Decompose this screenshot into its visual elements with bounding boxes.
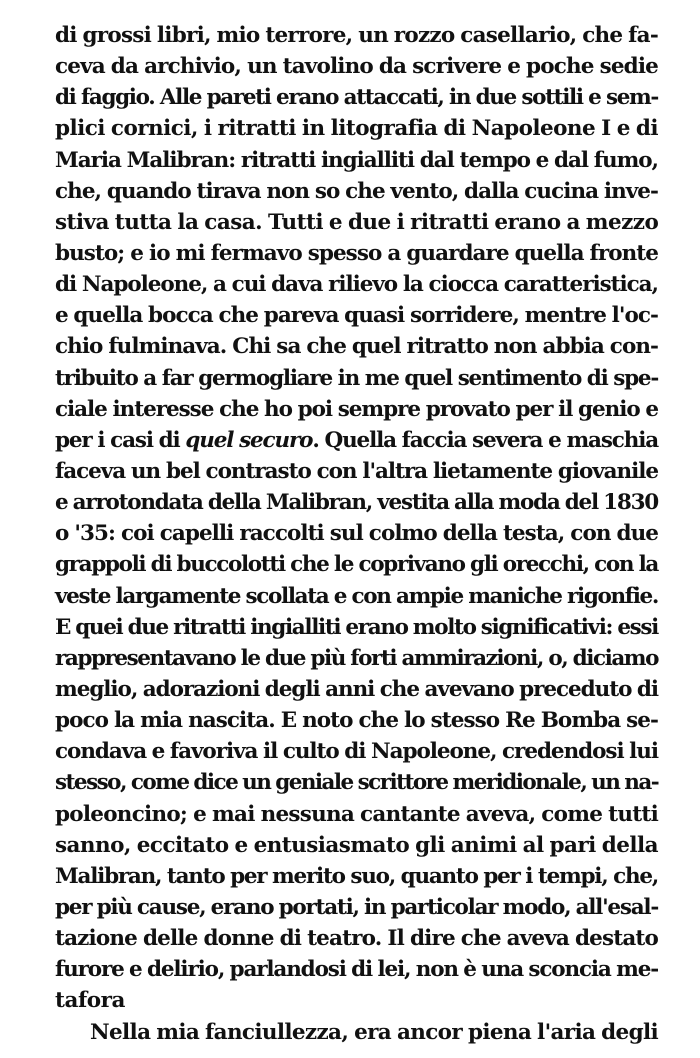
text-line-22: meglio, adorazioni degli anni che avevano preceduto di (55, 676, 658, 702)
text-line-7: stiva tutta la casa. Tutti e due i ritratti erano a mezzo (55, 209, 659, 235)
text-line-19: veste largamente scollata e con ampie maniche rigonfie. (55, 583, 658, 609)
text-line-5: Maria Malibran: ritratti ingialliti dal tempo e dal fumo, (55, 147, 658, 173)
text-line-27: sanno, eccitato e entusiasmato gli animi al pari della (55, 832, 658, 858)
text-line-10: e quella bocca che pareva quasi sorridere, mentre l'oc- (55, 303, 658, 329)
text-line-29: per più cause, erano portati, in particolar modo, all'esal- (55, 894, 658, 920)
text-line-28: Malibran, tanto per merito suo, quanto per i tempi, che, (55, 863, 658, 889)
text-line-23: poco la mia nascita. E noto che lo stesso Re Bomba se- (55, 708, 658, 734)
text-line-11: chio fulminava. Chi sa che quel ritratto non abbia con- (55, 334, 658, 360)
text-line-12: tribuito a far germogliare in me quel sentimento di spe- (55, 365, 658, 391)
text-line-17: o '35: coi capelli raccolti sul colmo della testa, con due (55, 521, 658, 547)
italic-phrase: quel securo (185, 427, 313, 453)
text-line-8: busto; e io mi fermavo spesso a guardare quella fronte (55, 240, 658, 266)
text-line-33: Nella mia fanciullezza, era ancor piena l'aria degli (90, 1019, 658, 1045)
text-line-24: condava e favoriva il culto di Napoleone, credendosi lui (55, 739, 658, 765)
text-line-31: furore e delirio, parlandosi di lei, non è una sconcia me- (55, 957, 658, 983)
text-line-2: ceva da archivio, un tavolino da scrivere e poche sedie (55, 54, 658, 80)
text-line-21: rappresentavano le due più forti ammirazioni, o, diciamo (55, 645, 658, 671)
text-line-1: di grossi libri, mio terrore, un rozzo casellario, che fa- (55, 23, 658, 48)
text-segment: . Quella faccia severa e maschia (312, 427, 659, 453)
text-line-26: poleoncino; e mai nessuna cantante aveva, come tutti (55, 801, 658, 827)
body-text (55, 20, 658, 1048)
text-line-9: di Napoleone, a cui dava rilievo la ciocca caratteristica, (55, 272, 658, 298)
text-line-30: tazione delle donne di teatro. Il dire che aveva destato (55, 926, 658, 952)
text-line-4: plici cornici, i ritratti in litografia di Napoleone I e di (55, 116, 658, 142)
text-line-14 (55, 425, 658, 456)
text-line-15: faceva un bel contrasto con l'altra lietamente giovanile (55, 458, 658, 484)
text-line-32: tafora (55, 988, 126, 1014)
text-line-18: grappoli di buccolotti che le coprivano gli orecchi, con la (55, 552, 658, 578)
text-segment: per i casi di (55, 427, 186, 453)
text-line-3: di faggio. Alle pareti erano attaccati, in due sottili e sem- (55, 85, 658, 111)
text-line-20: E quei due ritratti ingialliti erano molto significativi: essi (55, 614, 658, 640)
text-line-6: che, quando tirava non so che vento, dalla cucina inve- (55, 178, 658, 204)
text-line-13: ciale interesse che ho poi sempre provato per il genio e (55, 396, 658, 422)
text-line-16: e arrotondata della Malibran, vestita alla moda del 1830 (55, 490, 658, 516)
text-line-25: stesso, come dice un geniale scrittore meridionale, un na- (55, 770, 659, 796)
